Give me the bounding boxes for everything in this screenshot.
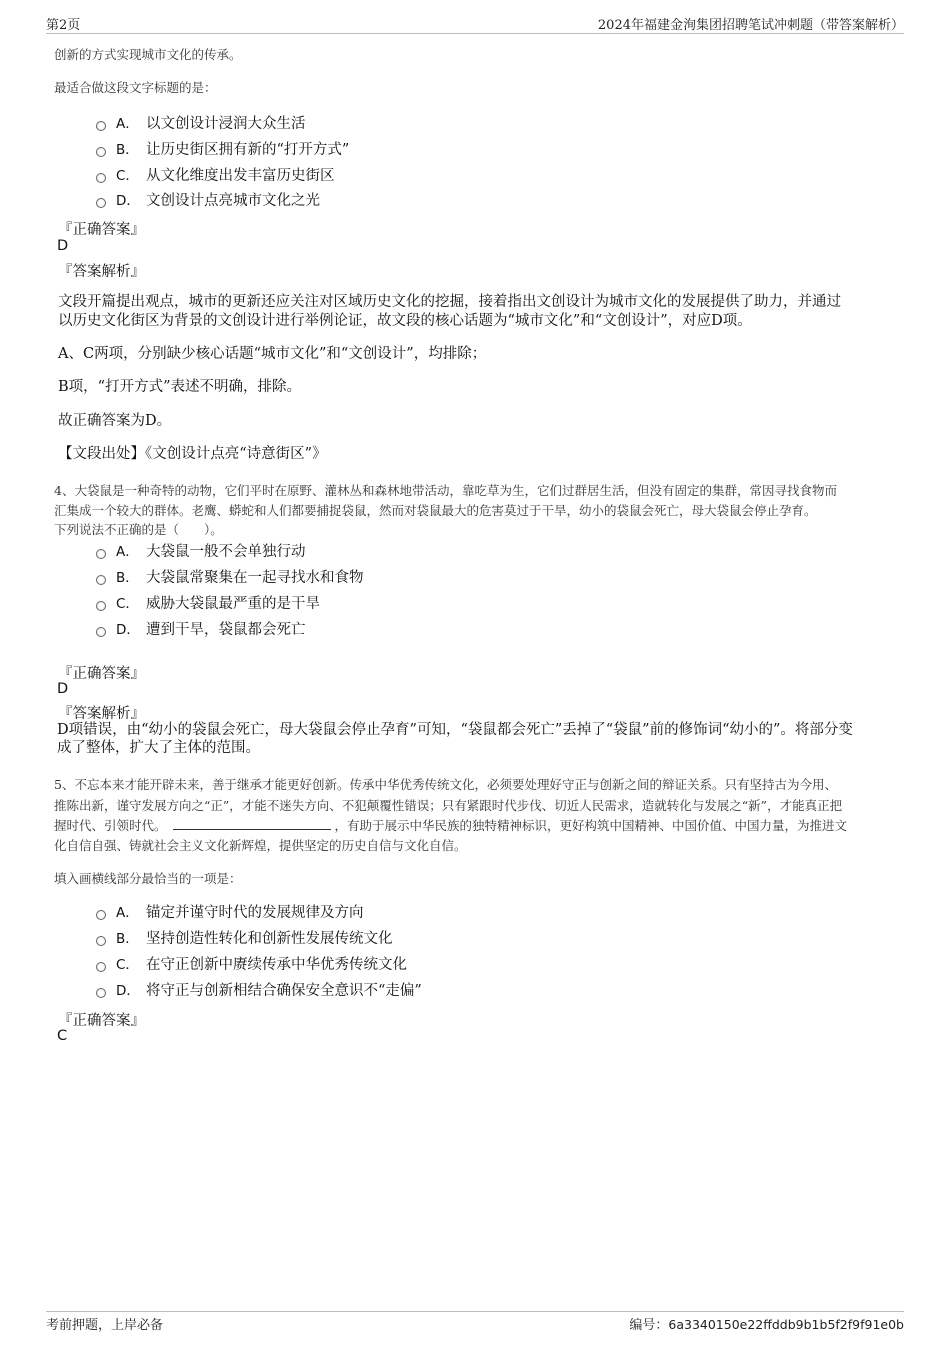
q5-stem-line: 5、不忘本来才能开辟未来，善于继承才能更好创新。传承中华优秀传统文化，必须要处理好守正与创新之间的辩证关系。只有坚持古为今用、: [54, 777, 837, 792]
radio-icon[interactable]: [96, 962, 106, 972]
radio-icon[interactable]: [96, 601, 106, 611]
radio-icon[interactable]: [96, 121, 106, 131]
document-title: 2024年福建金洵集团招聘笔试冲刺题（带答案解析）: [597, 18, 904, 33]
footer-rule: [46, 1311, 904, 1312]
q4-option-a[interactable]: A． 大袋鼠一般不会单独行动: [96, 542, 306, 562]
q3-analysis-line: A、C两项，分别缺少核心话题“城市文化”和“文创设计”，均排除；: [58, 346, 487, 362]
q3-option-a[interactable]: A． 以文创设计浸润大众生活: [96, 114, 306, 134]
q5-option-b[interactable]: B． 坚持创造性转化和创新性发展传统文化: [96, 929, 393, 949]
q4-stem-line: 下列说法不正确的是（ ）。: [54, 522, 223, 537]
q5-stem-line: 握时代、引领时代。 ，有助于展示中华民族的独特精神标识，更好构筑中国精神、中国价值、中国力量，为推进文: [54, 815, 847, 836]
q3-analysis-line: 故正确答案为D。: [58, 413, 172, 429]
q3-answer: D: [57, 238, 69, 254]
radio-icon[interactable]: [96, 936, 106, 946]
q4-stem-line: 汇集成一个较大的群体。老鹰、蟒蛇和人们都要捕捉袋鼠，然而对袋鼠最大的危害莫过于干旱，幼小的袋鼠会死亡，母大袋鼠会停止孕育。: [54, 503, 817, 518]
radio-icon[interactable]: [96, 198, 106, 208]
radio-icon[interactable]: [96, 549, 106, 559]
q3-prompt: 最适合做这段文字标题的是：: [54, 80, 217, 95]
footer-code: 编号：6a3340150e22ffddb9b1b5f2f9f91e0b: [629, 1317, 904, 1333]
q4-option-c[interactable]: C． 威胁大袋鼠最严重的是干旱: [96, 594, 320, 614]
q5-prompt: 填入画横线部分最恰当的一项是：: [54, 871, 242, 886]
page-number: 第2页: [46, 18, 81, 33]
q3-option-c[interactable]: C． 从文化维度出发丰富历史街区: [96, 166, 335, 186]
q5-stem-line: 推陈出新，谨守发展方向之“正”，才能不迷失方向、不犯颠覆性错误；只有紧跟时代步伐、切近人民需求，造就转化与发展之“新”，才能真正把: [54, 798, 843, 813]
q3-option-d[interactable]: D． 文创设计点亮城市文化之光: [96, 191, 320, 211]
q5-option-c[interactable]: C． 在守正创新中赓续传承中华优秀传统文化: [96, 955, 407, 975]
q5-stem-line: 化自信自强、铸就社会主义文化新辉煌，提供坚定的历史自信与文化自信。: [54, 838, 467, 853]
q3-option-b[interactable]: B． 让历史街区拥有新的“打开方式”: [96, 140, 349, 160]
radio-icon[interactable]: [96, 173, 106, 183]
q4-option-d[interactable]: D． 遭到干旱，袋鼠都会死亡: [96, 620, 306, 640]
q4-stem-line: 4、大袋鼠是一种奇特的动物，它们平时在原野、灌林丛和森林地带活动，靠吃草为生，它们过群居生活，但没有固定的集群，常因寻找食物而: [54, 483, 837, 498]
q4-answer: D: [57, 681, 69, 697]
q3-source: 【文段出处】《文创设计点亮“诗意街区”》: [58, 446, 327, 462]
q5-answer-label: 『正确答案』: [58, 1013, 145, 1029]
radio-icon[interactable]: [96, 147, 106, 157]
q3-analysis-line: 文段开篇提出观点，城市的更新还应关注对区域历史文化的挖掘，接着指出文创设计为城市文化的发展提供了助力，并通过: [58, 294, 841, 310]
q4-answer-label: 『正确答案』: [58, 666, 145, 682]
radio-icon[interactable]: [96, 627, 106, 637]
radio-icon[interactable]: [96, 575, 106, 585]
q3-analysis-line: B项，“打开方式”表述不明确，排除。: [58, 379, 301, 395]
q5-option-a[interactable]: A． 锚定并谨守时代的发展规律及方向: [96, 903, 364, 923]
q4-option-b[interactable]: B． 大袋鼠常聚集在一起寻找水和食物: [96, 568, 364, 588]
radio-icon[interactable]: [96, 988, 106, 998]
q5-answer: C: [57, 1028, 68, 1044]
footer-slogan: 考前押题，上岸必备: [46, 1318, 164, 1333]
q5-option-d[interactable]: D． 将守正与创新相结合确保安全意识不“走偏”: [96, 981, 422, 1001]
q4-analysis-label: 『答案解析』: [58, 706, 145, 722]
q3-intro-tail: 创新的方式实现城市文化的传承。: [54, 47, 242, 62]
q4-analysis-line: D项错误，由“幼小的袋鼠会死亡，母大袋鼠会停止孕育”可知，“袋鼠都会死亡”丢掉了“袋鼠”前的修饰词“幼小的”。将部分变: [57, 722, 853, 738]
q4-analysis-line: 成了整体，扩大了主体的范围。: [57, 740, 260, 756]
radio-icon[interactable]: [96, 910, 106, 920]
q3-analysis-line: 以历史文化街区为背景的文创设计进行举例论证，故文段的核心话题为“城市文化”和“文创设计”，对应D项。: [58, 313, 752, 329]
q3-analysis-label: 『答案解析』: [58, 264, 145, 280]
header-rule: [46, 33, 904, 34]
q3-answer-label: 『正确答案』: [58, 222, 145, 238]
fill-blank: [173, 815, 331, 830]
